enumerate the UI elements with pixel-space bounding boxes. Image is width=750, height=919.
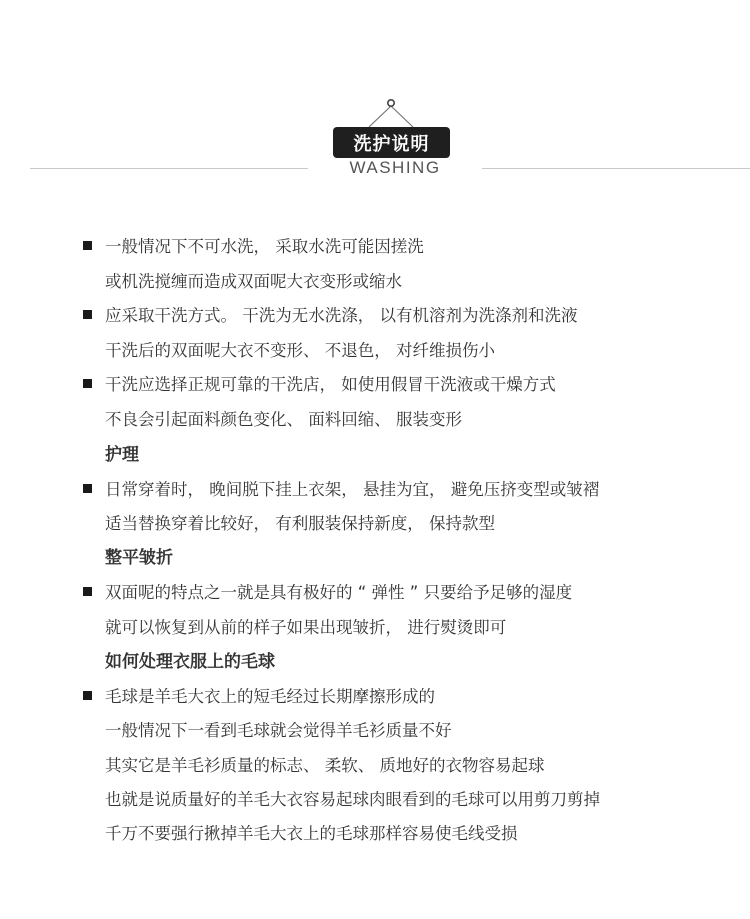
washing-header — [0, 0, 750, 200]
wrinkles-heading: 整平皱折 — [105, 548, 173, 568]
bullet-marker — [83, 484, 92, 493]
header-title-tag — [333, 127, 450, 158]
instruction-line: 适当替换穿着比较好， 有利服装保持新度， 保持款型 — [105, 514, 495, 533]
instruction-line: 干洗应选择正规可靠的干洗店， 如使用假冒干洗液或干燥方式 — [105, 375, 556, 394]
bullet-marker — [83, 691, 92, 700]
instruction-line: 毛球是羊毛大衣上的短毛经过长期摩擦形成的 — [105, 687, 435, 706]
instruction-line: 其实它是羊毛衫质量的标志、 柔软、 质地好的衣物容易起球 — [105, 756, 545, 775]
instruction-line: 一般情况下不可水洗， 采取水洗可能因搓洗 — [105, 237, 424, 256]
instruction-line: 或机洗搅缠而造成双面呢大衣变形或缩水 — [105, 272, 402, 291]
bullet-marker — [83, 587, 92, 596]
care-heading: 护理 — [105, 445, 139, 465]
instruction-line: 干洗后的双面呢大衣不变形、 不退色， 对纤维损伤小 — [105, 341, 495, 360]
instruction-line: 应采取干洗方式。 干洗为无水洗涤， 以有机溶剂为洗涤剂和洗液 — [105, 306, 578, 325]
bullet-marker — [83, 379, 92, 388]
instruction-line: 也就是说质量好的羊毛大衣容易起球肉眼看到的毛球可以用剪刀剪掉 — [105, 790, 600, 809]
bullet-marker — [83, 310, 92, 319]
header-title: 洗护说明 — [353, 133, 430, 155]
instruction-line: 双面呢的特点之一就是具有极好的 “ 弹性 ” 只要给予足够的湿度 — [105, 583, 573, 602]
instruction-line: 就可以恢复到从前的样子如果出现皱折， 进行熨烫即可 — [105, 618, 507, 637]
instruction-line: 不良会引起面料颜色变化、 面料回缩、 服装变形 — [105, 410, 462, 429]
instruction-line: 一般情况下一看到毛球就会觉得羊毛衫质量不好 — [105, 721, 452, 740]
pilling-heading: 如何处理衣服上的毛球 — [105, 652, 275, 672]
header-subtitle: WASHING — [349, 158, 441, 177]
instruction-line: 日常穿着时， 晚间脱下挂上衣架， 悬挂为宜， 避免压挤变型或皱褶 — [105, 480, 600, 499]
instruction-line: 千万不要强行揪掉羊毛大衣上的毛球那样容易使毛线受损 — [105, 824, 518, 843]
bullet-marker — [83, 241, 92, 250]
